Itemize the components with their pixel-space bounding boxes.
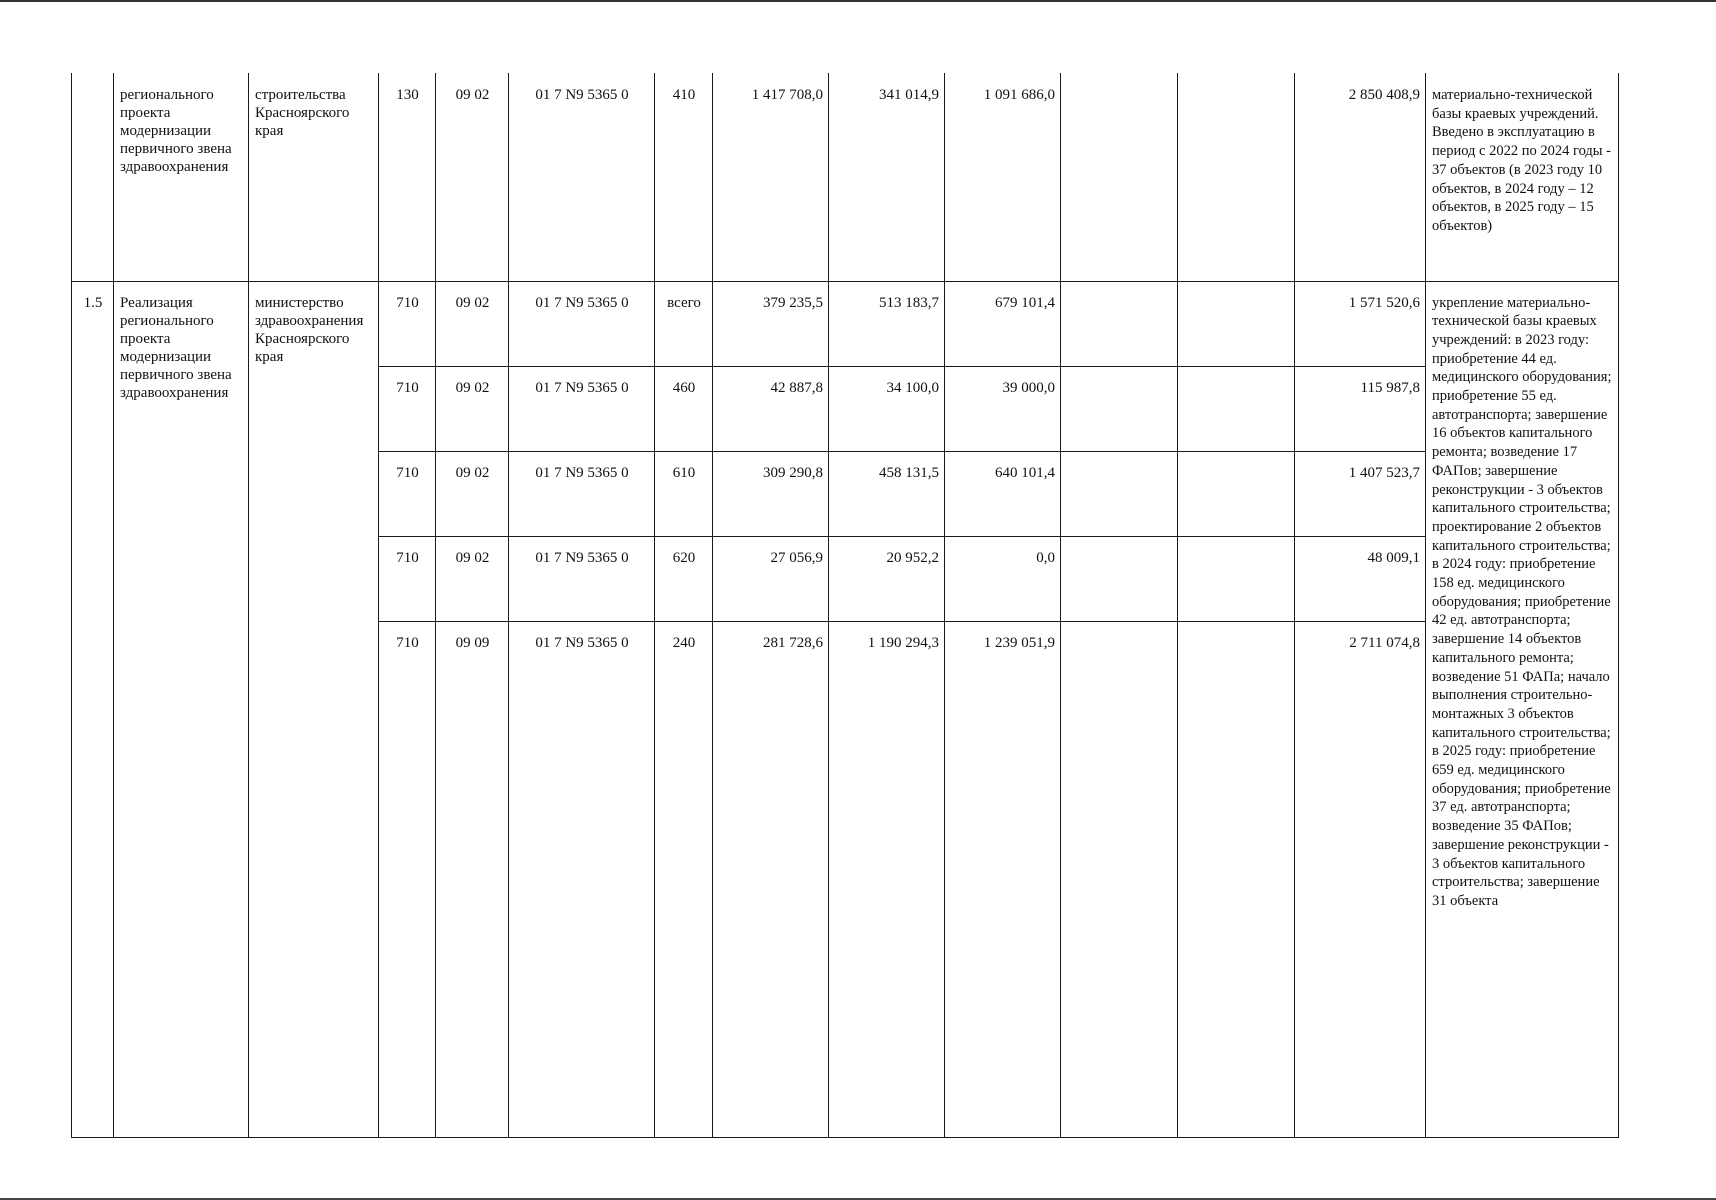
rzpr-cell: 09 02	[436, 281, 509, 366]
amount-2025-cell: 1 091 686,0	[945, 73, 1061, 281]
amount-2023-cell: 281 728,6	[713, 621, 829, 1137]
amount-2023-cell: 379 235,5	[713, 281, 829, 366]
empty-cell	[1061, 281, 1178, 366]
amount-2024-cell: 1 190 294,3	[829, 621, 945, 1137]
amount-2025-cell: 640 101,4	[945, 451, 1061, 536]
amount-2024-cell: 341 014,9	[829, 73, 945, 281]
empty-cell	[1061, 621, 1178, 1137]
amount-2024-cell: 20 952,2	[829, 536, 945, 621]
organization-cell: строительства Красноярского края	[249, 73, 379, 281]
csr-cell: 01 7 N9 5365 0	[509, 73, 655, 281]
expected-result-cell: материально-технической базы краевых учреждений. Введено в эксплуатацию в период с 2022 по 2024 годы - 37 объектов (в 2023 году 10 объектов, в 2024 году – 12 объектов, в 2025 году – 15 объектов)	[1426, 73, 1619, 281]
row-number-cell: 1.5	[72, 281, 114, 1137]
amount-total-cell: 2 711 074,8	[1295, 621, 1426, 1137]
csr-cell: 01 7 N9 5365 0	[509, 621, 655, 1137]
amount-2025-cell: 1 239 051,9	[945, 621, 1061, 1137]
amount-2024-cell: 34 100,0	[829, 366, 945, 451]
empty-cell	[1178, 73, 1295, 281]
amount-total-cell: 2 850 408,9	[1295, 73, 1426, 281]
row-number-cell	[72, 73, 114, 281]
event-name-cell: регионального проекта модернизации первичного звена здравоохранения	[114, 73, 249, 281]
amount-2025-cell: 0,0	[945, 536, 1061, 621]
vr-cell: всего	[655, 281, 713, 366]
amount-2025-cell: 39 000,0	[945, 366, 1061, 451]
amount-2023-cell: 309 290,8	[713, 451, 829, 536]
vr-cell: 610	[655, 451, 713, 536]
amount-2024-cell: 458 131,5	[829, 451, 945, 536]
vr-cell: 240	[655, 621, 713, 1137]
rzpr-cell: 09 02	[436, 536, 509, 621]
amount-2023-cell: 27 056,9	[713, 536, 829, 621]
table-row	[72, 73, 1619, 281]
amount-total-cell: 48 009,1	[1295, 536, 1426, 621]
empty-cell	[1178, 621, 1295, 1137]
event-name-cell: Реализация регионального проекта модернизации первичного звена здравоохранения	[114, 281, 249, 1137]
empty-cell	[1061, 73, 1178, 281]
rzpr-cell: 09 02	[436, 451, 509, 536]
csr-cell: 01 7 N9 5365 0	[509, 366, 655, 451]
amount-2023-cell: 42 887,8	[713, 366, 829, 451]
csr-cell: 01 7 N9 5365 0	[509, 451, 655, 536]
csr-cell: 01 7 N9 5365 0	[509, 281, 655, 366]
table-row	[72, 281, 1619, 366]
amount-total-cell: 1 407 523,7	[1295, 451, 1426, 536]
grbs-cell: 710	[379, 366, 436, 451]
vr-cell: 460	[655, 366, 713, 451]
vr-cell: 620	[655, 536, 713, 621]
budget-table	[71, 73, 1619, 1138]
grbs-cell: 130	[379, 73, 436, 281]
csr-cell: 01 7 N9 5365 0	[509, 536, 655, 621]
grbs-cell: 710	[379, 536, 436, 621]
rzpr-cell: 09 02	[436, 366, 509, 451]
amount-total-cell: 115 987,8	[1295, 366, 1426, 451]
empty-cell	[1178, 366, 1295, 451]
empty-cell	[1178, 451, 1295, 536]
grbs-cell: 710	[379, 281, 436, 366]
amount-2024-cell: 513 183,7	[829, 281, 945, 366]
rzpr-cell: 09 09	[436, 621, 509, 1137]
grbs-cell: 710	[379, 451, 436, 536]
empty-cell	[1061, 451, 1178, 536]
grbs-cell: 710	[379, 621, 436, 1137]
organization-cell: министерство здравоохранения Красноярского края	[249, 281, 379, 1137]
rzpr-cell: 09 02	[436, 73, 509, 281]
empty-cell	[1061, 536, 1178, 621]
empty-cell	[1178, 281, 1295, 366]
amount-total-cell: 1 571 520,6	[1295, 281, 1426, 366]
expected-result-cell: укрепление материально-технической базы краевых учреждений: в 2023 году: приобретение 44 ед. медицинского оборудования; приобретение 55 ед. автотранспорта; завершение 16 объектов капитального ремонта; возведение 17 ФАПов; завершение реконструкции - 3 объектов капитального строительства; проектирование 2 объектов капитального строительства; в 2024 году: приобретение 158 ед. медицинского оборудования; приобретение 42 ед. автотранспорта; завершение 14 объектов капитального ремонта; возведение 51 ФАПа; начало выполнения строительно-монтажных 3 объектов капитального строительства; в 2025 году: приобретение 659 ед. медицинского оборудования; приобретение 37 ед. автотранспорта; возведение 35 ФАПов; завершение реконструкции - 3 объектов капитального строительства; завершение 31 объекта	[1426, 281, 1619, 1137]
amount-2025-cell: 679 101,4	[945, 281, 1061, 366]
vr-cell: 410	[655, 73, 713, 281]
empty-cell	[1178, 536, 1295, 621]
amount-2023-cell: 1 417 708,0	[713, 73, 829, 281]
empty-cell	[1061, 366, 1178, 451]
